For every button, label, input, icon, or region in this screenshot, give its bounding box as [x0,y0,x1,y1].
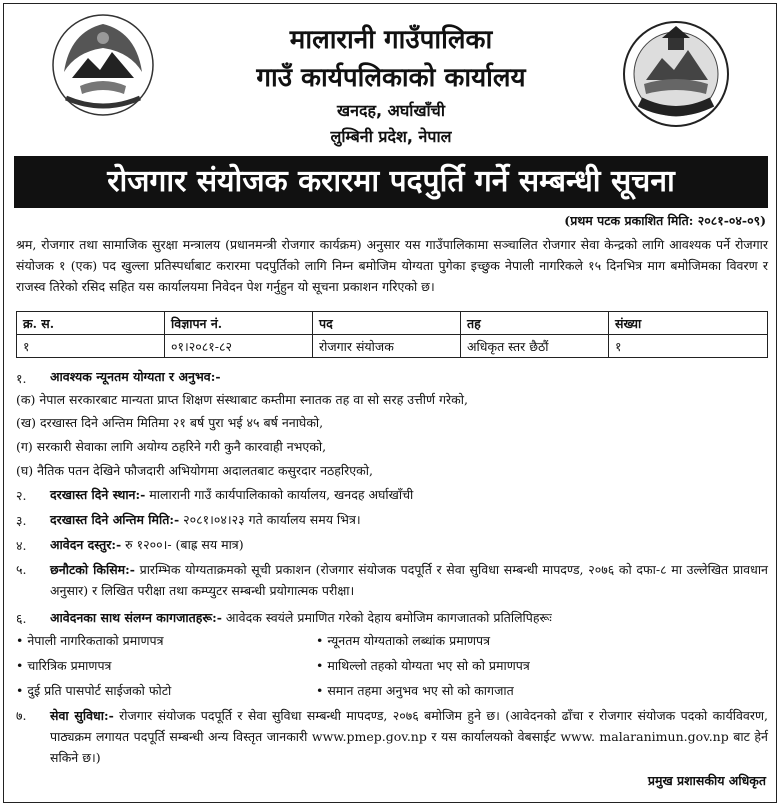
section-6 [50,608,552,628]
signature-title: प्रमुख प्रशासकीय अधिकृत [647,773,766,788]
section-7-text: रोजगार संयोजक पदपूर्ति र सेवा सुविधा सम्बन्धी मापदण्ड, २०७६ बमोजिम हुने छ। (आवेदनको ढाँचा र रोजगार संयोजक पदको कार्यविवरण, पाठ्यक्रम लगायत पदपूर्ति सम्बन्धी अन्य विस्तृत जानकारी www.pmep.gov.np र यस कार्यालयको वेबसाईट www. malaranimun.gov.np बाट हेर्न सकिने छ।) [50,708,768,765]
section-1-number: १. [16,371,27,386]
qualification-item: (ग) सरकारी सेवाका लागि अयोग्य ठहरिने गरी कुनै कारवाही नभएको, [16,439,327,454]
table-cell: १ [609,335,768,358]
section-7-number: ७. [16,708,27,723]
table-header: तह [461,312,609,335]
publish-date: (प्रथम पटक प्रकाशित मिति: २०८१-०४-०९) [564,213,766,228]
table-header-row [17,312,768,335]
document-bullet: • न्यूनतम योग्यताको लब्धांक प्रमाणपत्र [316,633,490,648]
table-header: क्र. स. [17,312,165,335]
section-4-title: आवेदन दस्तुर:- [50,537,122,552]
document-bullet: • समान तहमा अनुभव भए सो को कागजात [316,683,514,698]
table-cell: रोजगार संयोजक [313,335,461,358]
document-bullet: • नेपाली नागरिकताको प्रमाणपत्र [16,633,164,648]
qualification-item: (ख) दरखास्त दिने अन्तिम मितिमा २१ बर्ष पुरा भई ४५ बर्ष ननाघेको, [16,415,324,430]
table-cell: ०१।२०८१-८२ [165,335,313,358]
section-7 [50,705,768,768]
document-bullet: • दुई प्रति पासपोर्ट साईजको फोटो [16,683,172,698]
section-3 [50,510,361,530]
section-4 [50,535,244,555]
intro-paragraph: श्रम, रोजगार तथा सामाजिक सुरक्षा मन्त्रालय (प्रधानमन्त्री रोजगार कार्यक्रम) अनुसार यस गाउँपालिकामा सञ्चालित रोजगार सेवा केन्द्रको लागि आवश्यक पर्ने रोजगार संयोजक १ (एक) पद खुल्ला प्रतिस्पर्धाबाट करारमा पदपुर्तिको लागि निम्न बमोजिम योग्यता पुगेका इच्छुक नेपाली नागरिकले १५ दिनभित्र माग बमोजिमका विवरण र राजस्व तिरेको रसिद सहित यस कार्यालयमा निवेदन पेश गर्नुहुन यो सूचना प्रकाशन गरिएको छ। [16,237,768,294]
office-name: गाउँ कार्यपलिकाको कार्यालय [256,63,526,93]
section-1-title: आवश्यक न्यूनतम योग्यता र अनुभव:- [50,369,221,384]
section-4-number: ४. [16,538,27,553]
qualification-item: (घ) नैतिक पतन देखिने फौजदारी अभियोगमा अदालतबाट कसुरदार नठहरिएको, [16,463,373,478]
notice-title-banner: रोजगार संयोजक करारमा पदपुर्ति गर्ने सम्बन्धी सूचना [14,156,768,208]
table-header: विज्ञापन नं. [165,312,313,335]
section-4-text: रु १२००।- (बाह्र सय मात्र) [121,537,244,552]
table-row [17,335,768,358]
section-3-text: २०८१।०४।२३ गते कार्यालय समय भित्र। [179,512,361,527]
section-5 [50,559,768,601]
section-2 [50,485,413,505]
table-cell: अधिकृत स्तर छैठौं [461,335,609,358]
province-line: लुम्बिनी प्रदेश, नेपाल [330,127,452,146]
address-line: खनदह, अर्घाखाँची [337,101,445,120]
table-cell: १ [17,335,165,358]
document-bullet: • माथिल्लो तहको योग्यता भए सो को प्रमाणपत्र [316,658,530,673]
section-3-number: ३. [16,513,27,528]
section-2-text: मालारानी गाउँ कार्यपालिकाको कार्यालय, खनदह अर्घाखाँची [145,487,414,502]
section-2-title: दरखास्त दिने स्थान:- [50,487,146,502]
section-5-number: ५. [16,562,27,577]
table-header: पद [313,312,461,335]
section-7-title: सेवा सुविधा:- [50,708,114,723]
section-3-title: दरखास्त दिने अन्तिम मिति:- [50,512,180,527]
section-6-text: आवेदक स्वयंले प्रमाणित गरेको देहाय बमोजिम कागजातको प्रतिलिपिहरूः [221,610,552,625]
section-6-title: आवेदनका साथ संलग्न कागजातहरू:- [50,610,222,625]
section-2-number: २. [16,488,27,503]
qualification-item: (क) नेपाल सरकारबाट मान्यता प्राप्त शिक्षण संस्थाबाट कम्तीमा स्नातक तह वा सो सरह उत्तीर्ण गरेको, [16,392,468,407]
section-5-text: प्रारम्भिक योग्यताक्रमको सूची प्रकाशन (रोजगार संयोजक पदपूर्ति र सेवा सुविधा सम्बन्धी मापदण्ड, २०७६ को दफा-८ मा उल्लेखित प्रावधान अनुसार) र लिखित परीक्षा तथा कम्प्युटर सम्बन्धी प्रयोगात्मक परीक्षा। [50,562,768,598]
table-header: संख्या [609,312,768,335]
section-5-title: छनौटको किसिम:- [50,562,135,577]
document-bullet: • चारित्रिक प्रमाणपत्र [16,658,112,673]
municipality-name: मालारानी गाउँपालिका [289,25,493,55]
vacancy-table [16,311,768,358]
section-6-number: ६. [16,611,27,626]
